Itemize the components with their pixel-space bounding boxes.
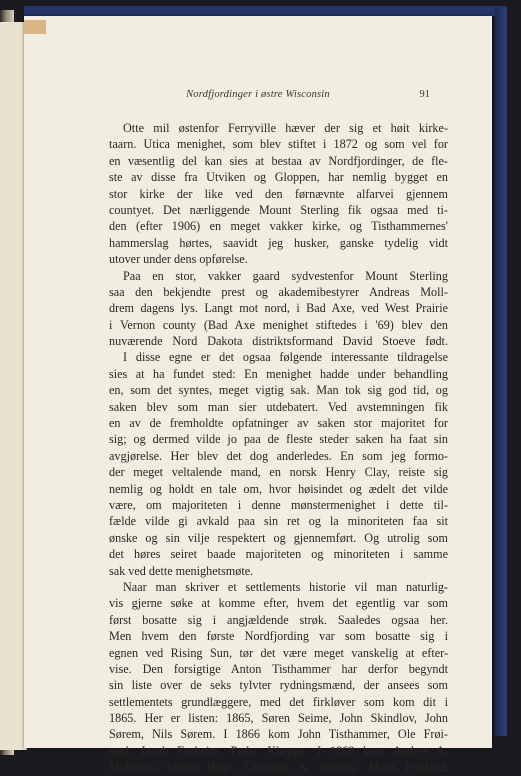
text-line: nuværende Nord Dakota distriktsformand David Stoeve født. — [109, 334, 448, 349]
text-line: sig; og dermed vilde jo paa de fleste steder saken ha faat sin — [109, 432, 448, 447]
book-page — [24, 16, 492, 775]
text-line: en væsentlig del kan sies at bestaa av Nordfjordinger, de fle- — [109, 153, 448, 168]
text-line: fælde vilde gi avkald paa sin ret og la minoriteten faa sit — [109, 514, 448, 529]
text-line: være, om majoriteten i denne mønstermenighet i dette til- — [109, 497, 448, 512]
text-line: sies at ha fundet sted: En menighet hadde under behandling — [109, 366, 448, 381]
text-line: Paa en stor, vakker gaard sydvestenfor Mount Sterling — [123, 268, 448, 283]
text-line: settlementets grundlæggere, med det firkløver som kom dit i — [109, 694, 448, 709]
text-line: drem dagens lys. Langt mot nord, i Bad Axe, ved West Prairie — [109, 301, 448, 316]
text-line: sin liste over de seks tylvter rydningsmænd, der ansees som — [109, 678, 448, 693]
text-line: vis gjerne søke at komme efter, hvem det egentlig var som — [109, 596, 448, 611]
text-line: en av de fremholdte opfatninger av saken stor majoritet for — [109, 416, 448, 431]
text-line: Otte mil østenfor Ferryville hæver der sig et høit kirke- — [123, 121, 448, 135]
text-line: saken blev som man sier utdebatert. Ved avstemningen fik — [109, 399, 448, 414]
text-line: I disse egne er det ogsaa følgende interessante tildragelse — [123, 350, 448, 365]
text-line: egnen ved Rising Sun, tør det være meget vanskelig at efter- — [109, 645, 448, 660]
running-title: Nordfjordinger i østre Wisconsin — [186, 89, 330, 100]
text-line: stad, Jacob Fosheim, Peder Klæppe. I 1868 kom Anders A. — [109, 743, 448, 758]
text-line: saa den bekjendte prest og akademibestyrer Andreas Moll- — [109, 284, 448, 299]
text-line: countyet. Det nærliggende Mount Sterling fik ogsaa med ti- — [109, 202, 448, 217]
text-line: først bosatte sig i angjældende strøk. Saaledes ogsaa her. — [109, 612, 448, 627]
page-header — [24, 89, 492, 105]
text-line: Sørem, Nils Sørem. I 1866 kom John Tisthammer, Ole Frøi- — [109, 727, 448, 742]
text-line: taarn. Utica menighet, som blev stiftet i 1872 og som vel for — [109, 137, 448, 152]
text-line: hammerslag hørtes, saavidt jeg husker, ganske tydelig vidt — [109, 235, 448, 250]
text-line: Moldrem, Velum Hage, Christian A. Solberg, Mons Frøistad, — [109, 760, 448, 775]
previous-page-edge — [0, 22, 27, 750]
text-line: avgjørelse. Her blev det dog anderledes. En som jeg formo- — [109, 448, 448, 463]
body-text — [109, 120, 448, 776]
text-line: ønske og sin vilje respektert og gjennemført. Og utrolig som — [109, 530, 448, 545]
book-cover-right-edge — [495, 8, 507, 736]
text-line: sak ved dette menighetsmøte. — [109, 563, 254, 578]
text-line: Men hvem den første Nordfjording var som bosatte sig i — [109, 629, 448, 644]
text-line: en, som det syntes, meget vigtig sak. Man tok sig god tid, og — [109, 383, 448, 398]
text-line: ste av disse fra Utviken og Gloppen, har nemlig bygget en — [109, 170, 448, 185]
text-line: vise. Den forsigtige Anton Tisthammer har derfor begyndt — [109, 661, 448, 676]
text-line: i Vernon county (Bad Axe menighet stiftedes i '69) blev den — [109, 317, 448, 332]
book-cover-top-edge — [24, 6, 507, 16]
text-line: nemlig og holdt en tale om, hvor høisindet og ædelt det vilde — [109, 481, 448, 496]
page-number: 91 — [419, 89, 430, 100]
text-line: der meget veltalende mand, en norsk Henry Clay, reiste sig — [109, 465, 448, 480]
text-line: Naar man skriver et settlements historie vil man naturlig- — [123, 579, 448, 594]
text-line: utover under dens opførelse. — [109, 252, 248, 267]
text-line: det høres seiret baade majoriteten og minoriteten i samme — [109, 547, 448, 562]
text-line: 1865. Her er listen: 1865, Søren Seime, John Skindlov, John — [109, 711, 448, 726]
text-line: den (efter 1906) en meget vakker kirke, og Tisthammernes' — [109, 219, 448, 234]
text-line: stor kirke der like ved den førnævnte alfarvei gjennem — [109, 186, 448, 201]
page-stain — [24, 20, 46, 34]
